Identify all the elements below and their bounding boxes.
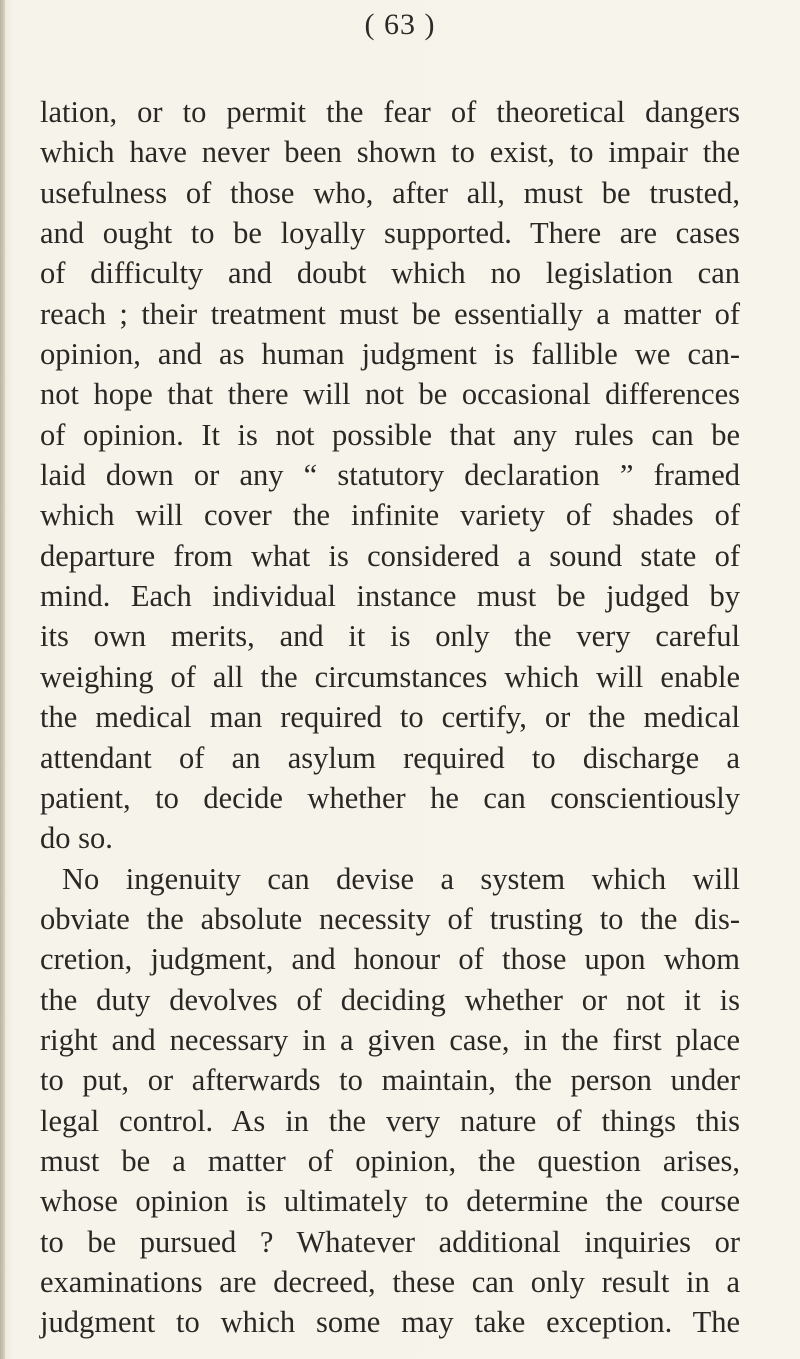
text-line: do so.: [40, 821, 113, 856]
text-line: lation, or to permit the fear of theoretical dangers: [40, 95, 740, 129]
text-line: obviate the absolute necessity of trusting to the dis-: [40, 901, 740, 936]
text-line: laid down or any “ statutory declaration ” framed: [40, 458, 740, 493]
text-line: legal control. As in the very nature of things this: [40, 1103, 740, 1138]
text-line: usefulness of those who, after all, must be trusted,: [40, 175, 740, 210]
text-line: its own merits, and it is only the very careful: [40, 619, 740, 654]
text-line: No ingenuity can devise a system which will: [62, 861, 740, 896]
text-line: must be a matter of opinion, the question arises,: [40, 1143, 740, 1178]
text-line: cretion, judgment, and honour of those upon whom: [40, 942, 740, 977]
text-line: the medical man required to certify, or the medical: [40, 700, 740, 735]
text-line: judgment to which some may take exception. The: [40, 1305, 740, 1340]
text-line: which will cover the infinite variety of shades of: [40, 498, 740, 533]
text-line: reach ; their treatment must be essentially a matter of: [40, 296, 740, 331]
text-line: departure from what is considered a sound state of: [40, 538, 740, 573]
text-line: not hope that there will not be occasional differences: [40, 377, 740, 412]
text-line: examinations are decreed, these can only result in a: [40, 1264, 740, 1299]
text-line: to be pursued ? Whatever additional inquiries or: [40, 1224, 740, 1259]
text-line: which have never been shown to exist, to impair the: [40, 135, 740, 170]
text-line: patient, to decide whether he can conscientiously: [40, 780, 740, 815]
binding-edge: [0, 0, 5, 1359]
text-line: to put, or afterwards to maintain, the person under: [40, 1063, 740, 1098]
text-line: of difficulty and doubt which no legislation can: [40, 256, 740, 291]
text-line: whose opinion is ultimately to determine the course: [40, 1184, 740, 1219]
text-line: and ought to be loyally supported. There are cases: [40, 216, 740, 251]
text-line: of opinion. It is not possible that any rules can be: [40, 417, 740, 452]
body-text: [40, 92, 740, 1343]
text-line: right and necessary in a given case, in the first place: [40, 1022, 740, 1057]
text-line: attendant of an asylum required to discharge a: [40, 740, 740, 775]
text-line: weighing of all the circumstances which will enable: [40, 659, 740, 694]
page-number: ( 63 ): [364, 8, 436, 41]
text-line: opinion, and as human judgment is fallible we can-: [40, 337, 740, 372]
text-line: mind. Each individual instance must be judged by: [40, 579, 740, 614]
text-line: the duty devolves of deciding whether or not it is: [40, 982, 740, 1017]
